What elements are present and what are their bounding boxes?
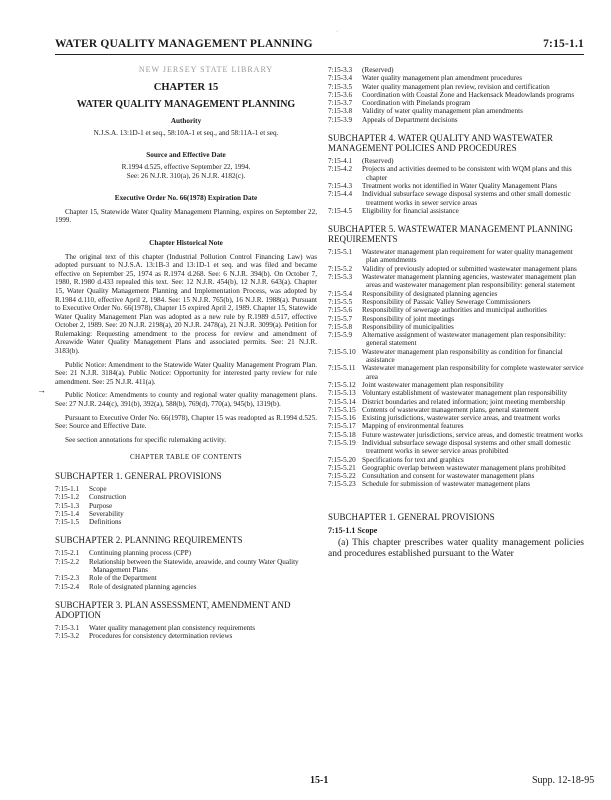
toc-entry-title: Coordination with Pinelands program	[362, 99, 471, 108]
toc-entry	[55, 485, 317, 493]
toc-entry-number: 7:15-3.1	[55, 623, 80, 632]
toc-entry-title: Contents of wastewater management plans, general statement	[362, 405, 540, 414]
toc-entry	[328, 456, 584, 464]
toc-entry-number: 7:15-1.3	[55, 501, 80, 510]
toc-entry-number: 7:15-2.4	[55, 582, 80, 591]
toc-entry-number: 7:15-5.7	[328, 314, 353, 323]
toc-entry	[55, 583, 317, 591]
toc-entry	[328, 190, 584, 207]
toc-entry-title: Projects and activities deemed to be consistent with WQM plans and this chapter	[362, 165, 572, 182]
body-section-heading: 7:15-1.1 Scope	[328, 526, 378, 536]
toc-entry-number: 7:15-3.2	[55, 632, 80, 641]
chapter-title: WATER QUALITY MANAGEMENT PLANNING	[76, 98, 296, 110]
history-paragraph: The original text of this chapter (Industrial Pollution Control Financing Law) was adopted pursuant to N.J.S.A. 13:1B-3 and 13:1D-1 et seq. and was filed and became effective on September 25, 1974 as R.1974 d.268. See: 6 N.J.R. 394(b). On October 7, 1980, R.1980 d.433 repealed this text. See: 12 N.J.R. 454(b), 12 N.J.R. 643(a). Chapter 15, Water Quality Management Planning and Implementation Process, was adopted by R.1984 d.110, effective April 2, 1984. See: 15 N.J.R. 765(b), 16 N.J.R. 1988(a). Pursuant to Executive Order No. 66(1978), Chapter 15 expired April 2, 1989. Chapter 15, Statewide Water Quality Management Plan was adopted as a new rule by R.1989 d.517, effective October 2, 1989. See: 20 N.J.R. 2198(a), 20 N.J.R. 2478(a), 21 N.J.R. 3099(a). Petition for Rulemaking: Requesting amendment to the process for review and amendment of Areawide Water Quality Management Plans and associated permits. See: 21 N.J.R. 3183(b).	[55, 252, 317, 356]
toc-entry	[328, 306, 584, 314]
toc-entry-title: Specifications for text and graphics	[362, 455, 464, 464]
toc-entry-number: 7:15-3.6	[328, 90, 353, 99]
toc-entry-title: Role of designated planning agencies	[89, 582, 197, 591]
toc-entry-title: Alternative assignment of wastewater management plan responsibility: general statement	[362, 331, 566, 348]
toc-entry-number: 7:15-2.2	[55, 557, 80, 566]
margin-arrow-mark: →	[37, 385, 46, 395]
toc-entry	[328, 273, 584, 290]
history-label: Chapter Historical Note	[149, 238, 223, 247]
toc-entry	[55, 493, 317, 501]
header-section-number: 7:15-1.1	[543, 38, 584, 50]
right-toc	[328, 133, 584, 489]
toc-entry	[328, 207, 584, 215]
toc-entry	[328, 480, 584, 488]
toc-entry-title: Relationship between the Statewide, areawide, and county Water Quality Management Plans	[89, 557, 299, 575]
toc-entry	[55, 549, 317, 557]
toc-entry-number: 7:15-5.8	[328, 322, 353, 331]
toc-entry-number: 7:15-5.6	[328, 306, 353, 315]
toc-entry-title: Continuing planning process (CPP)	[89, 549, 192, 558]
toc-entry-title: (Reserved)	[362, 157, 394, 166]
toc-entry-title: Existing jurisdictions, wastewater service areas, and treatment works	[362, 414, 561, 423]
toc-entry-title: Individual subsurface sewage disposal systems and other small domestic treatment works in sewer service areas	[362, 190, 571, 207]
right-column	[328, 66, 584, 560]
subchapter-heading: SUBCHAPTER 3. PLAN ASSESSMENT, AMENDMENT AND ADOPTION	[55, 599, 291, 620]
toc-entry-title: Purpose	[89, 501, 113, 510]
toc-entry-title: Mapping of environmental features	[362, 422, 464, 431]
exec-order-text: Chapter 15, Statewide Water Quality Management Planning, expires on September 22, 1999.	[55, 207, 317, 225]
toc-entry-title: Wastewater management planning agencies, wastewater management plan areas and wastewater management plan responsibility: general statement	[362, 273, 576, 290]
history-paragraph: See section annotations for specific rulemaking activity.	[65, 435, 227, 444]
toc-entry-number: 7:15-5.17	[328, 422, 356, 431]
toc-entry	[328, 290, 584, 298]
toc-entry-title: Responsibility of Passaic Valley Sewerage Commissioners	[362, 297, 531, 306]
toc-entry-number: 7:15-5.19	[328, 438, 356, 447]
toc-entry	[328, 414, 584, 422]
subchapter-heading: SUBCHAPTER 1. GENERAL PROVISIONS	[55, 471, 222, 481]
toc-entry-number: 7:15-5.20	[328, 455, 356, 464]
toc-entry-title: Wastewater management plan requirement for water quality management plan amendments	[362, 248, 573, 265]
toc-entry-title: Voluntary establishment of wastewater management plan responsibility	[362, 389, 568, 398]
toc-entry-title: Treatment works not identified in Water Quality Management Plans	[362, 181, 558, 190]
toc-entry	[328, 116, 584, 124]
toc-entry-title: Validity of previously adopted or submitted wastewater management plans	[362, 264, 577, 273]
toc-entry-title: Responsibility of designated planning agencies	[362, 289, 498, 298]
toc-entry	[328, 348, 584, 365]
toc-entry	[328, 323, 584, 331]
toc-entry-number: 7:15-1.1	[55, 485, 80, 493]
toc-entry	[328, 298, 584, 306]
source-label: Source and Effective Date	[146, 151, 226, 160]
toc-entry-number: 7:15-5.9	[328, 331, 353, 340]
toc-entry	[328, 439, 584, 456]
toc-entry-title: Water quality management plan amendment procedures	[362, 74, 523, 83]
toc-entry	[55, 510, 317, 518]
chapter-number: CHAPTER 15	[153, 82, 219, 93]
toc-entry	[55, 624, 317, 632]
toc-entry-title: Responsibility of municipalities	[362, 322, 454, 331]
toc-entry-title: Consultation and consent for wastewater management plans	[362, 472, 535, 481]
toc-entry-number: 7:15-4.5	[328, 206, 353, 215]
toc-entry-number: 7:15-5.16	[328, 414, 356, 423]
running-header	[55, 38, 584, 55]
right-toc-continued	[328, 66, 584, 124]
toc-entry	[328, 157, 584, 165]
toc-entry	[328, 431, 584, 439]
toc-entry-number: 7:15-2.1	[55, 549, 80, 558]
toc-entry	[328, 66, 584, 74]
toc-entry-number: 7:15-5.21	[328, 463, 356, 472]
toc-entry	[328, 389, 584, 397]
toc-entry-number: 7:15-5.1	[328, 248, 353, 257]
toc-entry	[328, 364, 584, 381]
toc-entry	[328, 331, 584, 348]
toc-entry-title: Validity of water quality management plan amendments	[362, 107, 523, 116]
toc-entry-number: 7:15-3.9	[328, 115, 353, 124]
toc-entry-number: 7:15-1.5	[55, 518, 80, 527]
toc-entry	[55, 632, 317, 640]
toc-entry-number: 7:15-5.22	[328, 472, 356, 481]
toc-entry-title: Definitions	[89, 518, 122, 527]
toc-entry	[328, 83, 584, 91]
toc-entry	[328, 422, 584, 430]
toc-entry	[328, 74, 584, 82]
toc-entry-title: Scope	[89, 485, 107, 493]
page-number: 15-1	[310, 775, 329, 786]
toc-entry-title: District boundaries and related information; joint meeting membership	[362, 397, 566, 406]
toc-entry-title: Wastewater management plan responsibility as condition for financial assistance	[362, 347, 563, 365]
toc-entry-number: 7:15-2.3	[55, 574, 80, 583]
toc-entry-title: Procedures for consistency determination reviews	[89, 632, 233, 641]
toc-entry-number: 7:15-4.4	[328, 190, 353, 199]
body-text: (a) This chapter prescribes water quality management policies and procedures established pursuant to the Water	[328, 537, 584, 559]
toc-entry	[328, 91, 584, 99]
toc-entry	[328, 398, 584, 406]
toc-entry-number: 7:15-3.4	[328, 74, 353, 83]
toc-heading: CHAPTER TABLE OF CONTENTS	[129, 453, 242, 462]
toc-entry-title: Responsibility of sewerage authorities and municipal authorities	[362, 306, 547, 315]
toc-entry-number: 7:15-4.1	[328, 157, 353, 166]
subchapter-heading: SUBCHAPTER 4. WATER QUALITY AND WASTEWATER MANAGEMENT POLICIES AND PROCEDURES	[328, 133, 553, 154]
toc-entry-number: 7:15-1.2	[55, 493, 80, 502]
library-stamp: NEW JERSEY STATE LIBRARY	[138, 65, 274, 74]
toc-entry-title: Schedule for submission of wastewater management plans	[362, 480, 531, 489]
scan-speck: ·	[336, 29, 338, 35]
toc-entry-number: 7:15-5.4	[328, 289, 353, 298]
toc-entry-number: 7:15-5.15	[328, 405, 356, 414]
toc-entry-title: Water quality management plan review, revision and certification	[362, 82, 550, 91]
toc-entry-title: Future wastewater jurisdictions, service areas, and domestic treatment works	[362, 430, 583, 439]
toc-entry-title: Individual subsurface sewage disposal systems and other small domestic treatment works in sewer service areas prohibited	[362, 438, 571, 456]
toc-entry-number: 7:15-5.12	[328, 380, 356, 389]
toc-entry	[328, 315, 584, 323]
toc-entry	[328, 464, 584, 472]
toc-entry-number: 7:15-5.2	[328, 264, 353, 273]
left-column	[55, 66, 317, 641]
history-paragraph: Pursuant to Executive Order No. 66(1978), Chapter 15 was readopted as R.1994 d.525. See: Source and Effective Date.	[55, 413, 317, 431]
toc-entry	[328, 107, 584, 115]
toc-entry-number: 7:15-3.7	[328, 99, 353, 108]
toc-entry-title: Wastewater management plan responsibility for complete wastewater service area	[362, 364, 584, 381]
toc-entry-title: Coordination with Coastal Zone and Hackensack Meadowlands programs	[362, 90, 575, 99]
toc-entry-number: 7:15-5.23	[328, 480, 356, 489]
toc-entry	[328, 381, 584, 389]
toc-entry-number: 7:15-1.4	[55, 509, 80, 518]
toc-entry	[328, 472, 584, 480]
toc-entry-title: Eligibility for financial assistance	[362, 206, 459, 215]
toc-entry-number: 7:15-5.10	[328, 347, 356, 356]
toc-entry-title: Geographic overlap between wastewater management plans prohibited	[362, 463, 566, 472]
toc-entry-title: Water quality management plan consistency requirements	[89, 623, 256, 632]
toc-entry-number: 7:15-5.11	[328, 364, 356, 373]
source-line-2: See: 26 N.J.R. 310(a), 26 N.J.R. 4182(c).	[126, 171, 246, 180]
toc-entry-number: 7:15-3.3	[328, 66, 353, 74]
toc-entry-number: 7:15-5.5	[328, 297, 353, 306]
toc-entry-number: 7:15-5.3	[328, 273, 353, 282]
toc-entry	[328, 165, 584, 182]
toc-entry-number: 7:15-5.14	[328, 397, 356, 406]
toc-entry-number: 7:15-5.18	[328, 430, 356, 439]
source-line-1: R.1994 d.525, effective September 22, 1994.	[121, 162, 251, 171]
toc-entry-title: Severability	[89, 509, 124, 518]
toc-entry-title: Construction	[89, 493, 127, 502]
toc-entry	[328, 265, 584, 273]
toc-entry	[328, 248, 584, 265]
toc-entry-number: 7:15-3.5	[328, 82, 353, 91]
toc-entry	[55, 558, 317, 575]
authority-text: N.J.S.A. 13:1D-1 et seq., 58:10A-1 et seq., and 58:11A-1 et seq.	[93, 128, 279, 137]
toc-entry-number: 7:15-3.8	[328, 107, 353, 116]
toc-entry	[328, 406, 584, 414]
history-paragraph: Public Notice: Amendments to county and regional water quality management plans. See: 27 N.J.R. 244(c), 391(b), 392(a), 588(b), 769(d), 770(a), 945(b), 1319(b).	[55, 391, 317, 409]
authority-label: Authority	[170, 117, 202, 126]
toc-entry	[328, 182, 584, 190]
subchapter-heading: SUBCHAPTER 5. WASTEWATER MANAGEMENT PLANNING REQUIREMENTS	[328, 224, 573, 245]
toc-entry-title: Responsibility of joint meetings	[362, 314, 455, 323]
header-title: WATER QUALITY MANAGEMENT PLANNING	[55, 38, 313, 50]
exec-order-label: Executive Order No. 66(1978) Expiration Date	[114, 194, 258, 203]
toc-entry-number: 7:15-5.13	[328, 389, 356, 398]
left-toc	[55, 471, 317, 641]
toc-entry-number: 7:15-4.3	[328, 181, 353, 190]
toc-entry	[55, 518, 317, 526]
toc-entry-title: Role of the Department	[89, 574, 157, 583]
toc-entry-number: 7:15-4.2	[328, 165, 353, 174]
toc-entry	[55, 574, 317, 582]
history-paragraph: Public Notice: Amendment to the Statewide Water Quality Management Program Plan. See: 21 N.J.R. 3184(a). Public Notice: Opportunity for interested party review for rule amendment. See: 25 N.J.R. 411(a).	[55, 360, 317, 386]
toc-entry-title: Joint wastewater management plan responsibility	[362, 380, 504, 389]
toc-entry	[328, 99, 584, 107]
toc-entry	[55, 502, 317, 510]
body-subchapter-heading: SUBCHAPTER 1. GENERAL PROVISIONS	[328, 511, 495, 522]
subchapter-heading: SUBCHAPTER 2. PLANNING REQUIREMENTS	[55, 535, 243, 546]
toc-entry-title: (Reserved)	[362, 66, 394, 74]
supplement-date: Supp. 12-18-95	[532, 775, 595, 786]
toc-entry-title: Appeals of Department decisions	[362, 115, 458, 124]
